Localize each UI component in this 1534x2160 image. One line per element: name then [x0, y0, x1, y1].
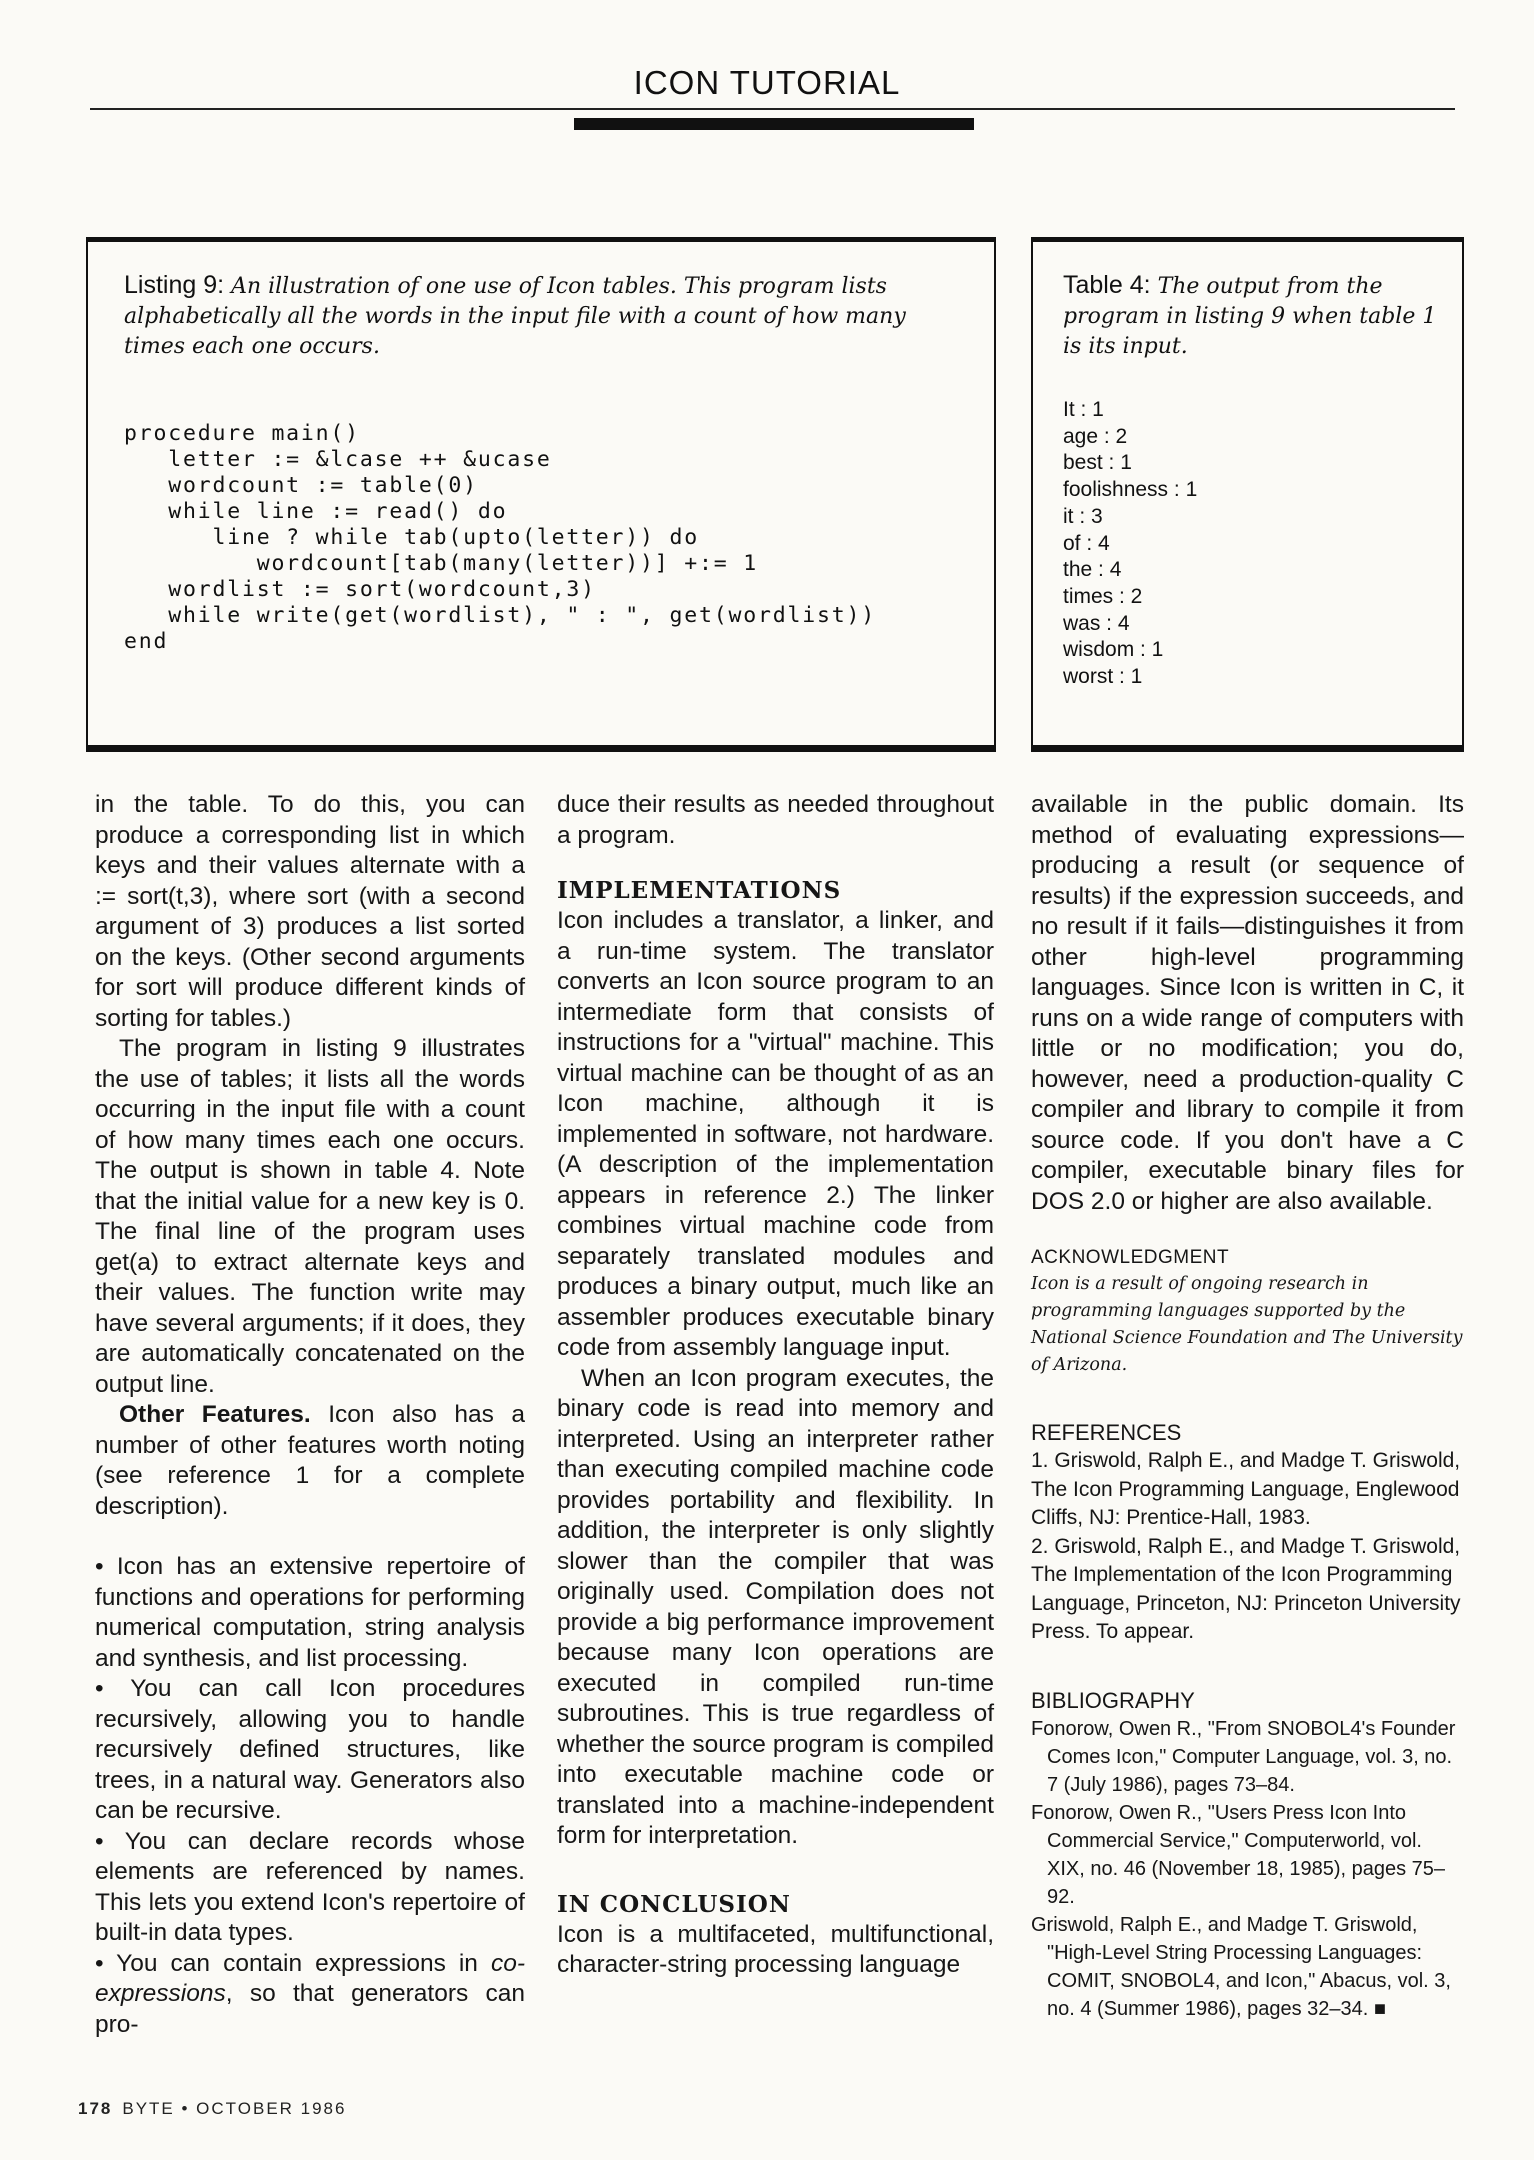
- col3-paragraph-1: available in the public domain. Its method of evaluating expressions—producing a result (or sequence of results) if the expression succeeds, and no result if it fails—distinguishes it from other high-level programming languages. Since Icon is written in C, it runs on a wide range of computers with little or no modification; you do, however, need a production-quality C compiler and library to compile it from source code. If you don't have a C compiler, executable binary files for DOS 2.0 or higher are also available.: [1031, 791, 1464, 1215]
- bibliography-entry-1: Fonorow, Owen R., "From SNOBOL4's Founder Comes Icon," Computer Language, vol. 3, no. 7 (July 1986), pages 73–84.: [1031, 1717, 1456, 1796]
- table-caption: [1063, 270, 1443, 362]
- col1-paragraph-2: The program in listing 9 illustrates the use of tables; it lists all the words occurring in the input file with a count of how many times each one occurs. The output is shown in table 4. Note that the initial value for a new key is 0. The final line of the program uses get(a) to extract alternate keys and their values. The function write may have several arguments; if it does, they are automatically concatenated on the output line.: [95, 1035, 525, 1398]
- page-header-title: ICON TUTORIAL: [633, 64, 901, 101]
- feature-bullet-2: • You can call Icon procedures recursively, allowing you to handle recursively defined structures, like trees, in a natural way. Generators also can be recursive.: [95, 1675, 525, 1824]
- page-footer: [78, 2099, 346, 2119]
- feature-bullet-3: • You can declare records whose elements are referenced by names. This lets you extend Icon's repertoire of built-in data types.: [95, 1827, 525, 1946]
- reference-1: 1. Griswold, Ralph E., and Madge T. Griswold, The Icon Programming Language, Englewood Cliffs, NJ: Prentice-Hall, 1983.: [1031, 1449, 1461, 1529]
- output-row: of : 4: [1063, 531, 1110, 555]
- listing-label: Listing 9:: [124, 271, 225, 299]
- feature-bullet-1: • Icon has an extensive repertoire of functions and operations for performing numerical computation, string analysis and synthesis, and list processing.: [95, 1553, 525, 1672]
- output-row: wisdom : 1: [1063, 638, 1164, 662]
- listing-9-box: [86, 237, 996, 752]
- footer-text: BYTE • OCTOBER 1986: [122, 2099, 347, 2118]
- bullet-4-end: , so that generators can pro-: [95, 1980, 525, 2038]
- output-row: It : 1: [1063, 398, 1104, 421]
- col2-paragraph-0: duce their results as needed throughout a program.: [557, 791, 994, 849]
- implementations-paragraph-1: Icon includes a translator, a linker, and a run-time system. The translator converts an Icon source program to an intermediate form that consists of instructions for a "virtual" machine. This virtual machine can be thought of as an Icon machine, although it is implemented in software, not hardware. (A description of the implementation appears in reference 2.) The linker combines virtual machine code from separately translated modules and produces a binary output, much like an assembler produces executable binary code from assembly language input.: [557, 907, 994, 1361]
- table-4-box: [1031, 237, 1464, 752]
- listing-caption: [124, 270, 944, 362]
- bibliography-entry-2: Fonorow, Owen R., "Users Press Icon Into Commercial Service," Computerworld, vol. XIX, no. 46 (November 18, 1985), pages 75–92.: [1031, 1801, 1446, 1908]
- table-caption-text: The output from the program in listing 9 when table 1 is its input.: [1063, 274, 1437, 359]
- conclusion-heading: IN CONCLUSION: [557, 1890, 791, 1918]
- bullet-4-start: • You can contain expressions in: [95, 1949, 491, 1977]
- table-output-list: [1063, 397, 1197, 691]
- conclusion-paragraph: Icon is a multifaceted, multifunctional, character-string processing language: [557, 1920, 994, 1978]
- acknowledgment-text: Icon is a result of ongoing research in programming languages supported by the National Science Foundation and The University of Arizona.: [1031, 1274, 1463, 1375]
- acknowledgment-heading: ACKNOWLEDGMENT: [1031, 1247, 1230, 1268]
- header-rule: [90, 108, 1455, 110]
- other-features-heading: Other Features.: [119, 1401, 311, 1428]
- table-label: Table 4:: [1063, 271, 1151, 299]
- output-row: it : 3: [1063, 504, 1103, 528]
- output-row: foolishness : 1: [1063, 478, 1198, 502]
- co-expressions-term: co-expressions: [95, 1949, 525, 2007]
- column-2: [557, 790, 994, 1981]
- implementations-heading: IMPLEMENTATIONS: [557, 877, 842, 904]
- output-row: was : 4: [1063, 611, 1130, 635]
- output-row: age : 2: [1063, 424, 1128, 448]
- listing-caption-text: An illustration of one use of Icon tables. This program lists alphabetically all the words in the input file with a count of how many times each one occurs.: [124, 274, 906, 359]
- output-row: worst : 1: [1063, 665, 1143, 689]
- col1-paragraph-1: in the table. To do this, you can produce a corresponding list in which keys and their values alternate with a := sort(t,3), where sort (with a second argument of 3) produces a list sorted on the keys. (Other second arguments for sort will produce different kinds of sorting for tables.): [95, 791, 525, 1032]
- col1-paragraph-3: [95, 1400, 525, 1522]
- listing-code: procedure main() letter := &lcase ++ &ucase wordcount := table(0) while line := read() do line ? while tab(upto(letter)) do wordcount[tab(many(letter))] +:= 1 wordlist := sort(wordcount,3) while write(get(wordlist), " : ", get(wordlist)) end: [124, 421, 876, 654]
- header-bar: [574, 118, 974, 130]
- bibliography-heading: BIBLIOGRAPHY: [1031, 1687, 1195, 1713]
- implementations-paragraph-2: When an Icon program executes, the binary code is read into memory and interpreted. Using an interpreter rather than executing compiled machine code provides portability and flexibility. In addition, the interpreter is only slightly slower than the compiler that was originally used. Compilation does not provide a big performance improvement because many Icon operations are executed in compiled run-time subroutines. This is true regardless of whether the source program is compiled into executable machine code or translated into a machine-independent form for interpretation.: [557, 1364, 994, 1849]
- column-1: [95, 790, 525, 2040]
- column-3: [1031, 790, 1464, 2023]
- output-row: the : 4: [1063, 558, 1122, 582]
- references-heading: REFERENCES: [1031, 1420, 1182, 1445]
- other-features-text: Icon also has a number of other features worth noting (see reference 1 for a complete description).: [95, 1401, 525, 1520]
- output-row: best : 1: [1063, 451, 1132, 475]
- bibliography-entry-3: Griswold, Ralph E., and Madge T. Griswold, "High-Level String Processing Languages: COMIT, SNOBOL4, and Icon," Abacus, vol. 3, no. 4 (Summer 1986), pages 32–34. ■: [1031, 1913, 1451, 2020]
- page-number: 178: [78, 2099, 113, 2118]
- feature-bullet-4: [95, 1949, 525, 2041]
- reference-2: 2. Griswold, Ralph E., and Madge T. Griswold, The Implementation of the Icon Programming Language, Princeton, NJ: Princeton University Press. To appear.: [1031, 1534, 1461, 1643]
- output-row: times : 2: [1063, 584, 1143, 608]
